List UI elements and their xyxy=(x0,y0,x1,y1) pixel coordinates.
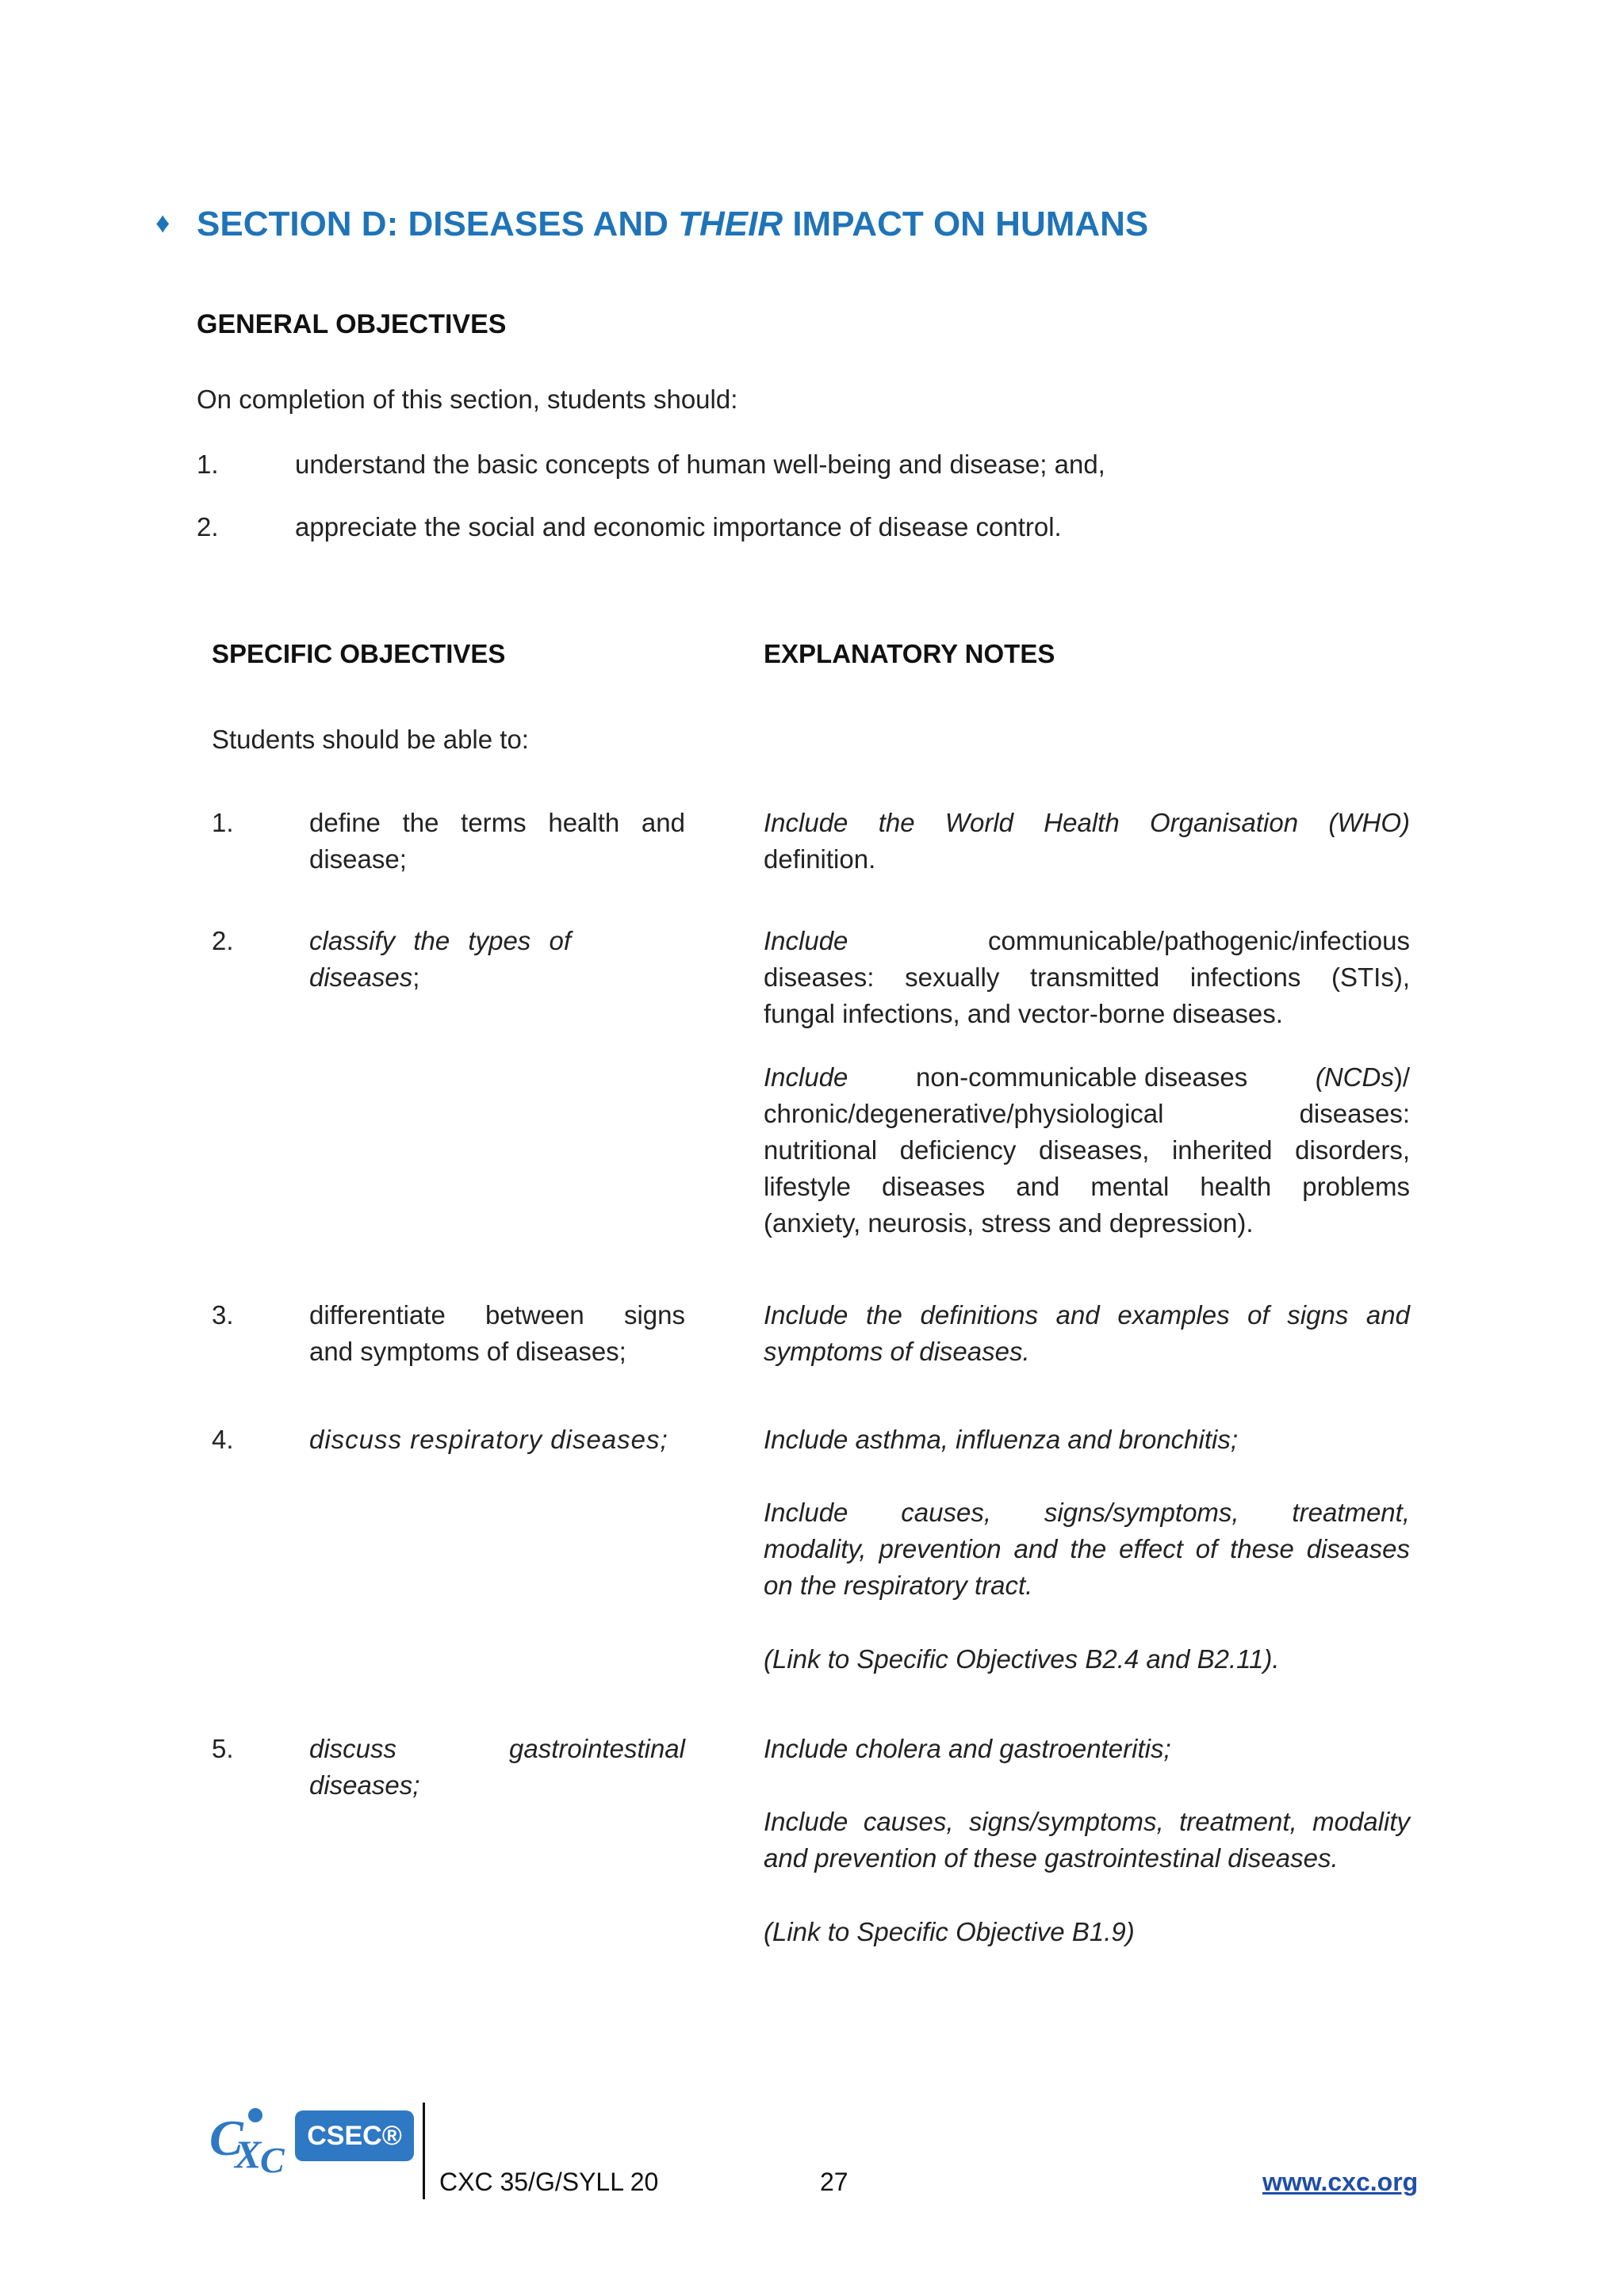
explanatory-note: Include communicable/pathogenic/infectious diseases: sexually transmitted infections (STIs), fungal infections, and vector-borne diseases. xyxy=(764,926,1410,1028)
explanatory-note: Include causes, signs/symptoms, treatment, modality and prevention of these gastrointestinal diseases. xyxy=(764,1807,1410,1873)
svg-text:C: C xyxy=(209,2110,243,2166)
explanatory-note: Include asthma, influenza and bronchitis; xyxy=(764,1425,1239,1454)
general-objectives-heading: GENERAL OBJECTIVES xyxy=(197,309,507,339)
explanatory-note: Include non-communicable diseases (NCDs)/ chronic/degenerative/physiological diseases: nutritional deficiency diseases, inherited disorders, lifestyle diseases and mental health problems (anxiety, neurosis, stress and depression). xyxy=(764,1062,1410,1238)
objective-text: differentiate between signs and symptoms of diseases; xyxy=(309,1300,685,1366)
link-note: (Link to Specific Objectives B2.4 and B2.11). xyxy=(764,1644,1280,1674)
syllabus-code: CXC 35/G/SYLL 20 xyxy=(439,2168,659,2196)
svg-text:C: C xyxy=(260,2140,285,2175)
objective-number: 5. xyxy=(212,1734,234,1763)
link-note: (Link to Specific Objective B1.9) xyxy=(764,1917,1135,1946)
objective-number: 3. xyxy=(212,1300,234,1330)
objective-text: define the terms health and disease; xyxy=(309,808,685,874)
footer-divider xyxy=(423,2103,425,2199)
objective-number: 2. xyxy=(212,926,234,955)
csec-logo: CSEC® xyxy=(295,2110,414,2161)
general-item-number: 1. xyxy=(197,450,219,479)
objective-number: 4. xyxy=(212,1425,234,1454)
specific-objectives-heading: SPECIFIC OBJECTIVES xyxy=(212,639,506,668)
objective-text: discuss respiratory diseases; xyxy=(309,1425,668,1454)
website-link[interactable]: www.cxc.org xyxy=(1262,2168,1419,2196)
explanatory-note: Include causes, signs/symptoms, treatment, modality, prevention and the effect of these diseases on the respiratory tract. xyxy=(764,1498,1410,1600)
objective-text: classify the types of diseases; xyxy=(309,926,571,992)
explanatory-note: Include the definitions and examples of signs and symptoms of diseases. xyxy=(764,1300,1410,1366)
explanatory-notes-heading: EXPLANATORY NOTES xyxy=(764,639,1055,668)
general-intro: On completion of this section, students should: xyxy=(197,385,738,414)
general-item-text: appreciate the social and economic importance of disease control. xyxy=(295,512,1062,541)
diamond-bullet-icon: ♦ xyxy=(155,206,170,239)
general-item-number: 2. xyxy=(197,512,219,541)
objective-number: 1. xyxy=(212,808,234,837)
cxc-logo-icon xyxy=(208,2103,295,2175)
objective-text: discuss gastrointestinal diseases; xyxy=(309,1734,685,1800)
svg-text:X: X xyxy=(235,2132,262,2175)
explanatory-note: Include cholera and gastroenteritis; xyxy=(764,1734,1171,1763)
students-line: Students should be able to: xyxy=(212,725,529,754)
general-item-text: understand the basic concepts of human well-being and disease; and, xyxy=(295,450,1105,479)
page-number: 27 xyxy=(820,2168,848,2196)
explanatory-note: Include the World Health Organisation (WHO) definition. xyxy=(764,808,1410,874)
section-title: ♦ SECTION D: DISEASES AND THEIR IMPACT ON HUMANS xyxy=(155,205,1149,243)
